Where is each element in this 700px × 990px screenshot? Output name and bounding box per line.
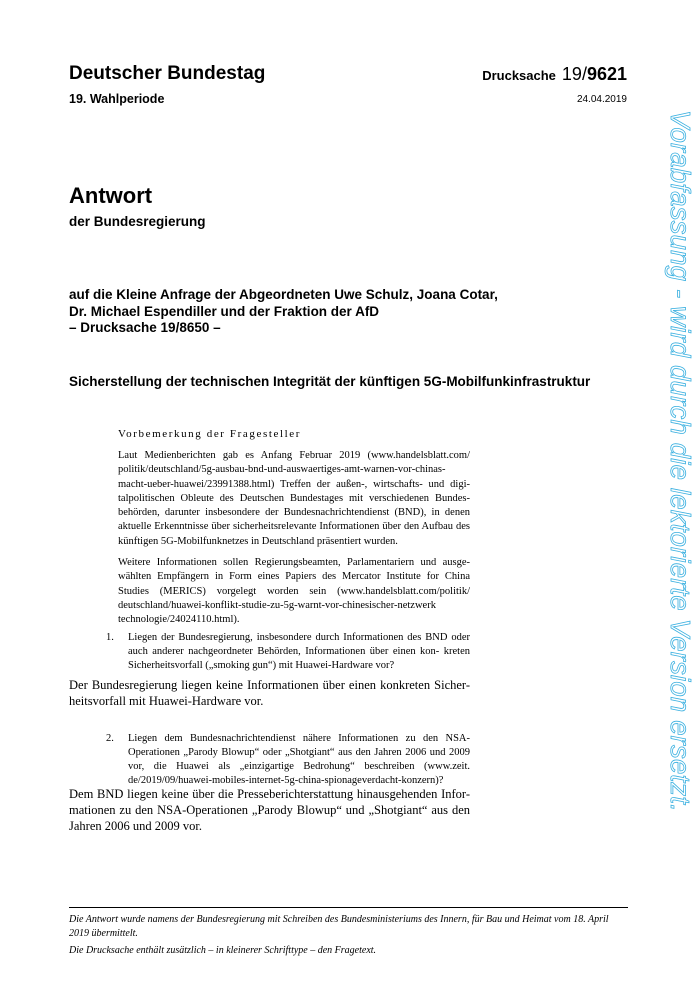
question-text: Liegen dem Bundesnachrichtendienst nähere Informationen zu den NSA- Operationen „Parody Blowup“ oder „Shotgiant“ aus den Jahren 2006 und 2009 vor, die Huawei als „einzigartige Bedrohung“ beschreiben (www.zeit. de/2019/09/huawei-mobiles-internet-5g-china-spionageverdacht-konzern)? bbox=[128, 733, 470, 786]
question-text: Liegen der Bundesregierung, insbesondere durch Informationen des BND oder auch anderer nachgeordneter Behörden, Informationen über einen kon- kreten Sicherheitsvorfall („smoking gun“) mit Huawei-Hardware vor? bbox=[128, 632, 470, 671]
footer-divider bbox=[69, 907, 628, 908]
subject-heading: Sicherstellung der technischen Integrität der künftigen 5G-Mobilfunkinfrastruktur bbox=[69, 374, 591, 389]
parliament-name: Deutscher Bundestag bbox=[69, 63, 266, 84]
document-number-prefix: 19/ bbox=[561, 64, 587, 84]
question-number: 1. bbox=[106, 632, 114, 643]
footer-note bbox=[69, 913, 629, 962]
answer-2: Dem BND liegen keine über die Presseberichterstattung hinausgehenden Infor- mationen zu den NSA-Operationen „Parody Blowup“ und „Shotgiant“ aus den Jahren 2006 und 2009 vor. bbox=[69, 787, 470, 833]
document-number-label: Drucksache bbox=[482, 68, 556, 83]
electoral-period: 19. Wahlperiode bbox=[69, 92, 165, 106]
document-issuer: der Bundesregierung bbox=[69, 214, 206, 229]
footer-transmission-note: Die Antwort wurde namens der Bundesregierung mit Schreiben des Bundesministeriums des Innern, für Bau und Heimat vom 18. April 2019 übermittelt. bbox=[69, 914, 609, 939]
question-2 bbox=[106, 732, 470, 788]
inquiry-line: auf die Kleine Anfrage der Abgeordneten Uwe Schulz, Joana Cotar, bbox=[69, 287, 498, 302]
preliminary-remark-heading: Vorbemerkung der Fragesteller bbox=[118, 428, 302, 440]
inquiry-line: Dr. Michael Espendiller und der Fraktion der AfD bbox=[69, 303, 380, 319]
document-type-title: Antwort bbox=[69, 183, 153, 208]
inquiry-line: – Drucksache 19/8650 – bbox=[69, 320, 221, 335]
document-date: 24.04.2019 bbox=[576, 94, 627, 105]
document-number bbox=[482, 64, 627, 85]
question-1 bbox=[106, 631, 470, 673]
preliminary-paragraph: Laut Medienberichten gab es Anfang Februar 2019 (www.handelsblatt.com/ politik/deutschland/5g-ausbau-bnd-und-auswaertiges-amt-warnen-vor-chinas- macht-ueber-huawei/23991388.html) Treffen der außen-, wirtschafts- und digi- talpolitischen Obleute des Deutschen Bundestages mit verschiedenen Bundes- behörden, darunter insbesondere der Bundesnachrichtendienst (BND), in denen aktuelle Erkenntnisse über sicherheitsrelevante Informationen über den Aufbau des künftigen 5G-Mobilfunknetzes in Deutschland präsentiert wurden. bbox=[118, 450, 470, 547]
preliminary-paragraph: Weitere Informationen sollen Regierungsbeamten, Parlamentariern und ausge- wählten Empfängern in Form eines Papiers des Mercator Institute for China Studies (MERICS) vorgelegt worden sein (www.handelsblatt.com/politik/ deutschland/huawei-konflikt-studie-zu-5g-warnt-vor-chinesischer-netzwerk technologie/24024110.html). bbox=[118, 557, 470, 626]
document-number-value: 9621 bbox=[586, 64, 627, 84]
question-number: 2. bbox=[106, 733, 114, 744]
preliminary-version-watermark: Vorabfassung - wird durch die lektorierte Version ersetzt. bbox=[665, 110, 696, 812]
answer-1: Der Bundesregierung liegen keine Informationen über einen konkreten Sicher- heitsvorfall mit Huawei-Hardware vor. bbox=[69, 678, 470, 708]
footer-typeface-note: Die Drucksache enthält zusätzlich – in kleinerer Schrifttype – den Fragetext. bbox=[69, 945, 377, 957]
preliminary-remark bbox=[118, 428, 470, 635]
inquiry-reference bbox=[69, 287, 589, 337]
